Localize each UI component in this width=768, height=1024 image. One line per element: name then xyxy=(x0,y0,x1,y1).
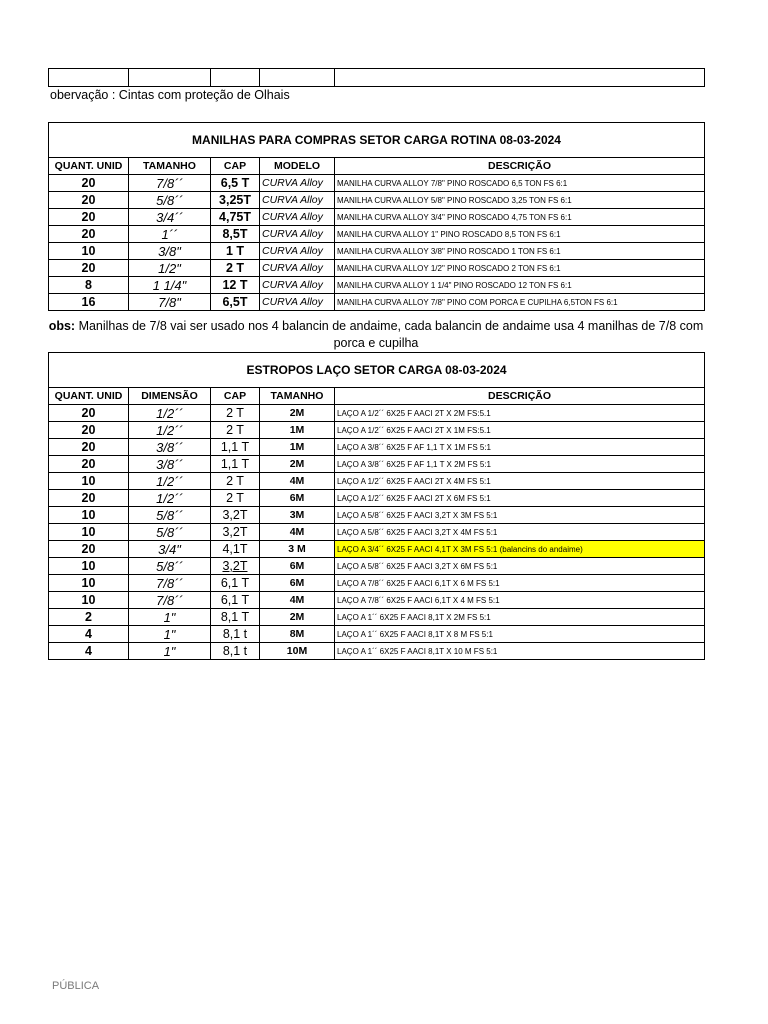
dimensao-cell: 1/2´´ xyxy=(129,490,211,507)
quant-cell: 10 xyxy=(49,558,129,575)
cap-cell: 2 T xyxy=(211,473,260,490)
cap-cell: 8,5T xyxy=(211,226,260,243)
table-row xyxy=(49,575,705,592)
table-row xyxy=(49,524,705,541)
table-row xyxy=(49,490,705,507)
cap-cell: 6,5 T xyxy=(211,175,260,192)
observation-note: obervação : Cintas com proteção de Olhais xyxy=(50,88,290,102)
table-row xyxy=(49,626,705,643)
descricao-cell: LAÇO A 5/8´´ 6X25 F AACI 3,2T X 4M FS 5:1 xyxy=(335,524,705,541)
quant-cell: 20 xyxy=(49,422,129,439)
cap-cell: 12 T xyxy=(211,277,260,294)
descricao-cell: LAÇO A 1´´ 6X25 F AACI 8,1T X 2M FS 5:1 xyxy=(335,609,705,626)
modelo-cell: CURVA Alloy xyxy=(260,175,335,192)
table-row xyxy=(49,456,705,473)
tamanho-cell: 7/8" xyxy=(129,294,211,311)
descricao-cell: LAÇO A 5/8´´ 6X25 F AACI 3,2T X 3M FS 5:1 xyxy=(335,507,705,524)
manilhas-table xyxy=(48,122,705,311)
tamanho-cell: 2M xyxy=(260,609,335,626)
footer-classification: PÚBLICA xyxy=(52,980,100,992)
table-row xyxy=(49,609,705,626)
table-row xyxy=(49,209,705,226)
descricao-cell: LAÇO A 1/2´´ 6X25 F AACI 2T X 2M FS:5.1 xyxy=(335,405,705,422)
descricao-cell: MANILHA CURVA ALLOY 1" PINO ROSCADO 8,5 TON FS 6:1 xyxy=(335,226,705,243)
table-row xyxy=(49,422,705,439)
descricao-cell: LAÇO A 1´´ 6X25 F AACI 8,1T X 8 M FS 5:1 xyxy=(335,626,705,643)
dimensao-cell: 1" xyxy=(129,643,211,660)
quant-cell: 2 xyxy=(49,609,129,626)
cap-cell: 1,1 T xyxy=(211,439,260,456)
tamanho-cell: 4M xyxy=(260,473,335,490)
cap-cell: 8,1 t xyxy=(211,626,260,643)
cap-cell: 3,2T xyxy=(211,524,260,541)
cap-cell: 3,25T xyxy=(211,192,260,209)
quant-cell: 10 xyxy=(49,507,129,524)
modelo-cell: CURVA Alloy xyxy=(260,209,335,226)
quant-cell: 4 xyxy=(49,643,129,660)
manilhas-header-row xyxy=(49,158,705,175)
quant-cell: 20 xyxy=(49,209,129,226)
descricao-cell: MANILHA CURVA ALLOY 3/4" PINO ROSCADO 4,75 TON FS 6:1 xyxy=(335,209,705,226)
quant-cell: 20 xyxy=(49,541,129,558)
cap-cell: 6,1 T xyxy=(211,575,260,592)
descricao-cell: LAÇO A 7/8´´ 6X25 F AACI 6,1T X 6 M FS 5:1 xyxy=(335,575,705,592)
descricao-cell: LAÇO A 1/2´´ 6X25 F AACI 2T X 1M FS:5.1 xyxy=(335,422,705,439)
dimensao-cell: 1/2´´ xyxy=(129,405,211,422)
cap-cell: 4,1T xyxy=(211,541,260,558)
dimensao-cell: 3/8´´ xyxy=(129,456,211,473)
estropos-header-row xyxy=(49,388,705,405)
tamanho-cell: 4M xyxy=(260,592,335,609)
table-row xyxy=(49,643,705,660)
dimensao-cell: 1" xyxy=(129,609,211,626)
header-cap: CAP xyxy=(211,158,260,175)
empty-cell xyxy=(260,69,335,87)
tamanho-cell: 2M xyxy=(260,456,335,473)
quant-cell: 20 xyxy=(49,175,129,192)
tamanho-cell: 1´´ xyxy=(129,226,211,243)
quant-cell: 8 xyxy=(49,277,129,294)
dimensao-cell: 7/8´´ xyxy=(129,592,211,609)
header-descricao: DESCRIÇÃO xyxy=(335,388,705,405)
header-tamanho: TAMANHO xyxy=(260,388,335,405)
tamanho-cell: 6M xyxy=(260,558,335,575)
quant-cell: 10 xyxy=(49,524,129,541)
empty-cell xyxy=(211,69,260,87)
dimensao-cell: 3/8´´ xyxy=(129,439,211,456)
descricao-cell: MANILHA CURVA ALLOY 7/8" PINO ROSCADO 6,5 TON FS 6:1 xyxy=(335,175,705,192)
table-row xyxy=(49,507,705,524)
cap-cell: 3,2T xyxy=(211,507,260,524)
modelo-cell: CURVA Alloy xyxy=(260,192,335,209)
descricao-cell: LAÇO A 3/8´´ 6X25 F AF 1,1 T X 2M FS 5:1 xyxy=(335,456,705,473)
obs-label: obs: xyxy=(48,319,76,333)
empty-row xyxy=(49,69,705,87)
table-row xyxy=(49,226,705,243)
table-row xyxy=(49,439,705,456)
cap-cell: 6,1 T xyxy=(211,592,260,609)
descricao-cell: LAÇO A 5/8´´ 6X25 F AACI 3,2T X 6M FS 5:1 xyxy=(335,558,705,575)
manilhas-title: MANILHAS PARA COMPRAS SETOR CARGA ROTINA 08-03-2024 xyxy=(49,123,705,158)
cap-cell: 1 T xyxy=(211,243,260,260)
cap-cell: 4,75T xyxy=(211,209,260,226)
cap-cell: 2 T xyxy=(211,490,260,507)
tamanho-cell: 3/8" xyxy=(129,243,211,260)
header-dimensao: DIMENSÃO xyxy=(129,388,211,405)
quant-cell: 10 xyxy=(49,592,129,609)
table-row xyxy=(49,243,705,260)
modelo-cell: CURVA Alloy xyxy=(260,277,335,294)
quant-cell: 20 xyxy=(49,405,129,422)
table-row xyxy=(49,277,705,294)
estropos-table xyxy=(48,352,705,660)
quant-cell: 20 xyxy=(49,456,129,473)
tamanho-cell: 5/8´´ xyxy=(129,192,211,209)
modelo-cell: CURVA Alloy xyxy=(260,294,335,311)
descricao-cell: LAÇO A 1/2´´ 6X25 F AACI 2T X 4M FS 5:1 xyxy=(335,473,705,490)
empty-cell xyxy=(335,69,705,87)
tamanho-cell: 6M xyxy=(260,575,335,592)
table-row xyxy=(49,473,705,490)
quant-cell: 20 xyxy=(49,260,129,277)
dimensao-cell: 5/8´´ xyxy=(129,558,211,575)
dimensao-cell: 1" xyxy=(129,626,211,643)
cap-cell: 2 T xyxy=(211,405,260,422)
dimensao-cell: 3/4" xyxy=(129,541,211,558)
obs-note xyxy=(48,318,704,352)
descricao-cell: LAÇO A 3/8´´ 6X25 F AF 1,1 T X 1M FS 5:1 xyxy=(335,439,705,456)
header-descricao: DESCRIÇÃO xyxy=(335,158,705,175)
cap-cell: 8,1 T xyxy=(211,609,260,626)
tamanho-cell: 4M xyxy=(260,524,335,541)
modelo-cell: CURVA Alloy xyxy=(260,260,335,277)
tamanho-cell: 1/2" xyxy=(129,260,211,277)
cap-cell: 1,1 T xyxy=(211,456,260,473)
dimensao-cell: 5/8´´ xyxy=(129,507,211,524)
dimensao-cell: 5/8´´ xyxy=(129,524,211,541)
header-quant: QUANT. UNID xyxy=(49,388,129,405)
descricao-cell: MANILHA CURVA ALLOY 5/8" PINO ROSCADO 3,25 TON FS 6:1 xyxy=(335,192,705,209)
obs-text: Manilhas de 7/8 vai ser usado nos 4 balancin de andaime, cada balancin de andaime usa 4 manilhas de 7/8 com porca e cupilha xyxy=(75,319,704,350)
cap-cell: 2 T xyxy=(211,260,260,277)
cap-cell: 2 T xyxy=(211,422,260,439)
estropos-title: ESTROPOS LAÇO SETOR CARGA 08-03-2024 xyxy=(49,353,705,388)
modelo-cell: CURVA Alloy xyxy=(260,226,335,243)
dimensao-cell: 7/8´´ xyxy=(129,575,211,592)
table-row xyxy=(49,260,705,277)
descricao-cell: MANILHA CURVA ALLOY 1/2" PINO ROSCADO 2 TON FS 6:1 xyxy=(335,260,705,277)
empty-cell xyxy=(129,69,211,87)
tamanho-cell: 3M xyxy=(260,507,335,524)
tamanho-cell: 2M xyxy=(260,405,335,422)
quant-cell: 10 xyxy=(49,473,129,490)
descricao-cell: LAÇO A 3/4´´ 6X25 F AACI 4,1T X 3M FS 5:1 (balancins do andaime) xyxy=(335,541,705,558)
dimensao-cell: 1/2´´ xyxy=(129,422,211,439)
quant-cell: 20 xyxy=(49,192,129,209)
table-row xyxy=(49,592,705,609)
quant-cell: 16 xyxy=(49,294,129,311)
table-row xyxy=(49,558,705,575)
tamanho-cell: 1M xyxy=(260,439,335,456)
header-modelo: MODELO xyxy=(260,158,335,175)
header-cap: CAP xyxy=(211,388,260,405)
table-row xyxy=(49,541,705,558)
quant-cell: 20 xyxy=(49,226,129,243)
table-row xyxy=(49,175,705,192)
tamanho-cell: 3/4´´ xyxy=(129,209,211,226)
descricao-cell: MANILHA CURVA ALLOY 1 1/4" PINO ROSCADO 12 TON FS 6:1 xyxy=(335,277,705,294)
tamanho-cell: 6M xyxy=(260,490,335,507)
cap-cell: 6,5T xyxy=(211,294,260,311)
dimensao-cell: 1/2´´ xyxy=(129,473,211,490)
tamanho-cell: 7/8´´ xyxy=(129,175,211,192)
tamanho-cell: 1 1/4" xyxy=(129,277,211,294)
table-row xyxy=(49,294,705,311)
quant-cell: 20 xyxy=(49,490,129,507)
descricao-cell: MANILHA CURVA ALLOY 3/8" PINO ROSCADO 1 TON FS 6:1 xyxy=(335,243,705,260)
empty-cell xyxy=(49,69,129,87)
descricao-cell: LAÇO A 7/8´´ 6X25 F AACI 6,1T X 4 M FS 5:1 xyxy=(335,592,705,609)
quant-cell: 10 xyxy=(49,243,129,260)
tamanho-cell: 3 M xyxy=(260,541,335,558)
quant-cell: 4 xyxy=(49,626,129,643)
cap-cell: 8,1 t xyxy=(211,643,260,660)
descricao-cell: MANILHA CURVA ALLOY 7/8" PINO COM PORCA E CUPILHA 6,5TON FS 6:1 xyxy=(335,294,705,311)
quant-cell: 20 xyxy=(49,439,129,456)
tamanho-cell: 1M xyxy=(260,422,335,439)
header-quant: QUANT. UNID xyxy=(49,158,129,175)
quant-cell: 10 xyxy=(49,575,129,592)
tamanho-cell: 8M xyxy=(260,626,335,643)
cap-cell: 3,2T xyxy=(211,558,260,575)
tamanho-cell: 10M xyxy=(260,643,335,660)
table-row xyxy=(49,192,705,209)
descricao-cell: LAÇO A 1/2´´ 6X25 F AACI 2T X 6M FS 5:1 xyxy=(335,490,705,507)
table-row xyxy=(49,405,705,422)
top-empty-table xyxy=(48,68,705,87)
header-tamanho: TAMANHO xyxy=(129,158,211,175)
modelo-cell: CURVA Alloy xyxy=(260,243,335,260)
descricao-cell: LAÇO A 1´´ 6X25 F AACI 8,1T X 10 M FS 5:1 xyxy=(335,643,705,660)
